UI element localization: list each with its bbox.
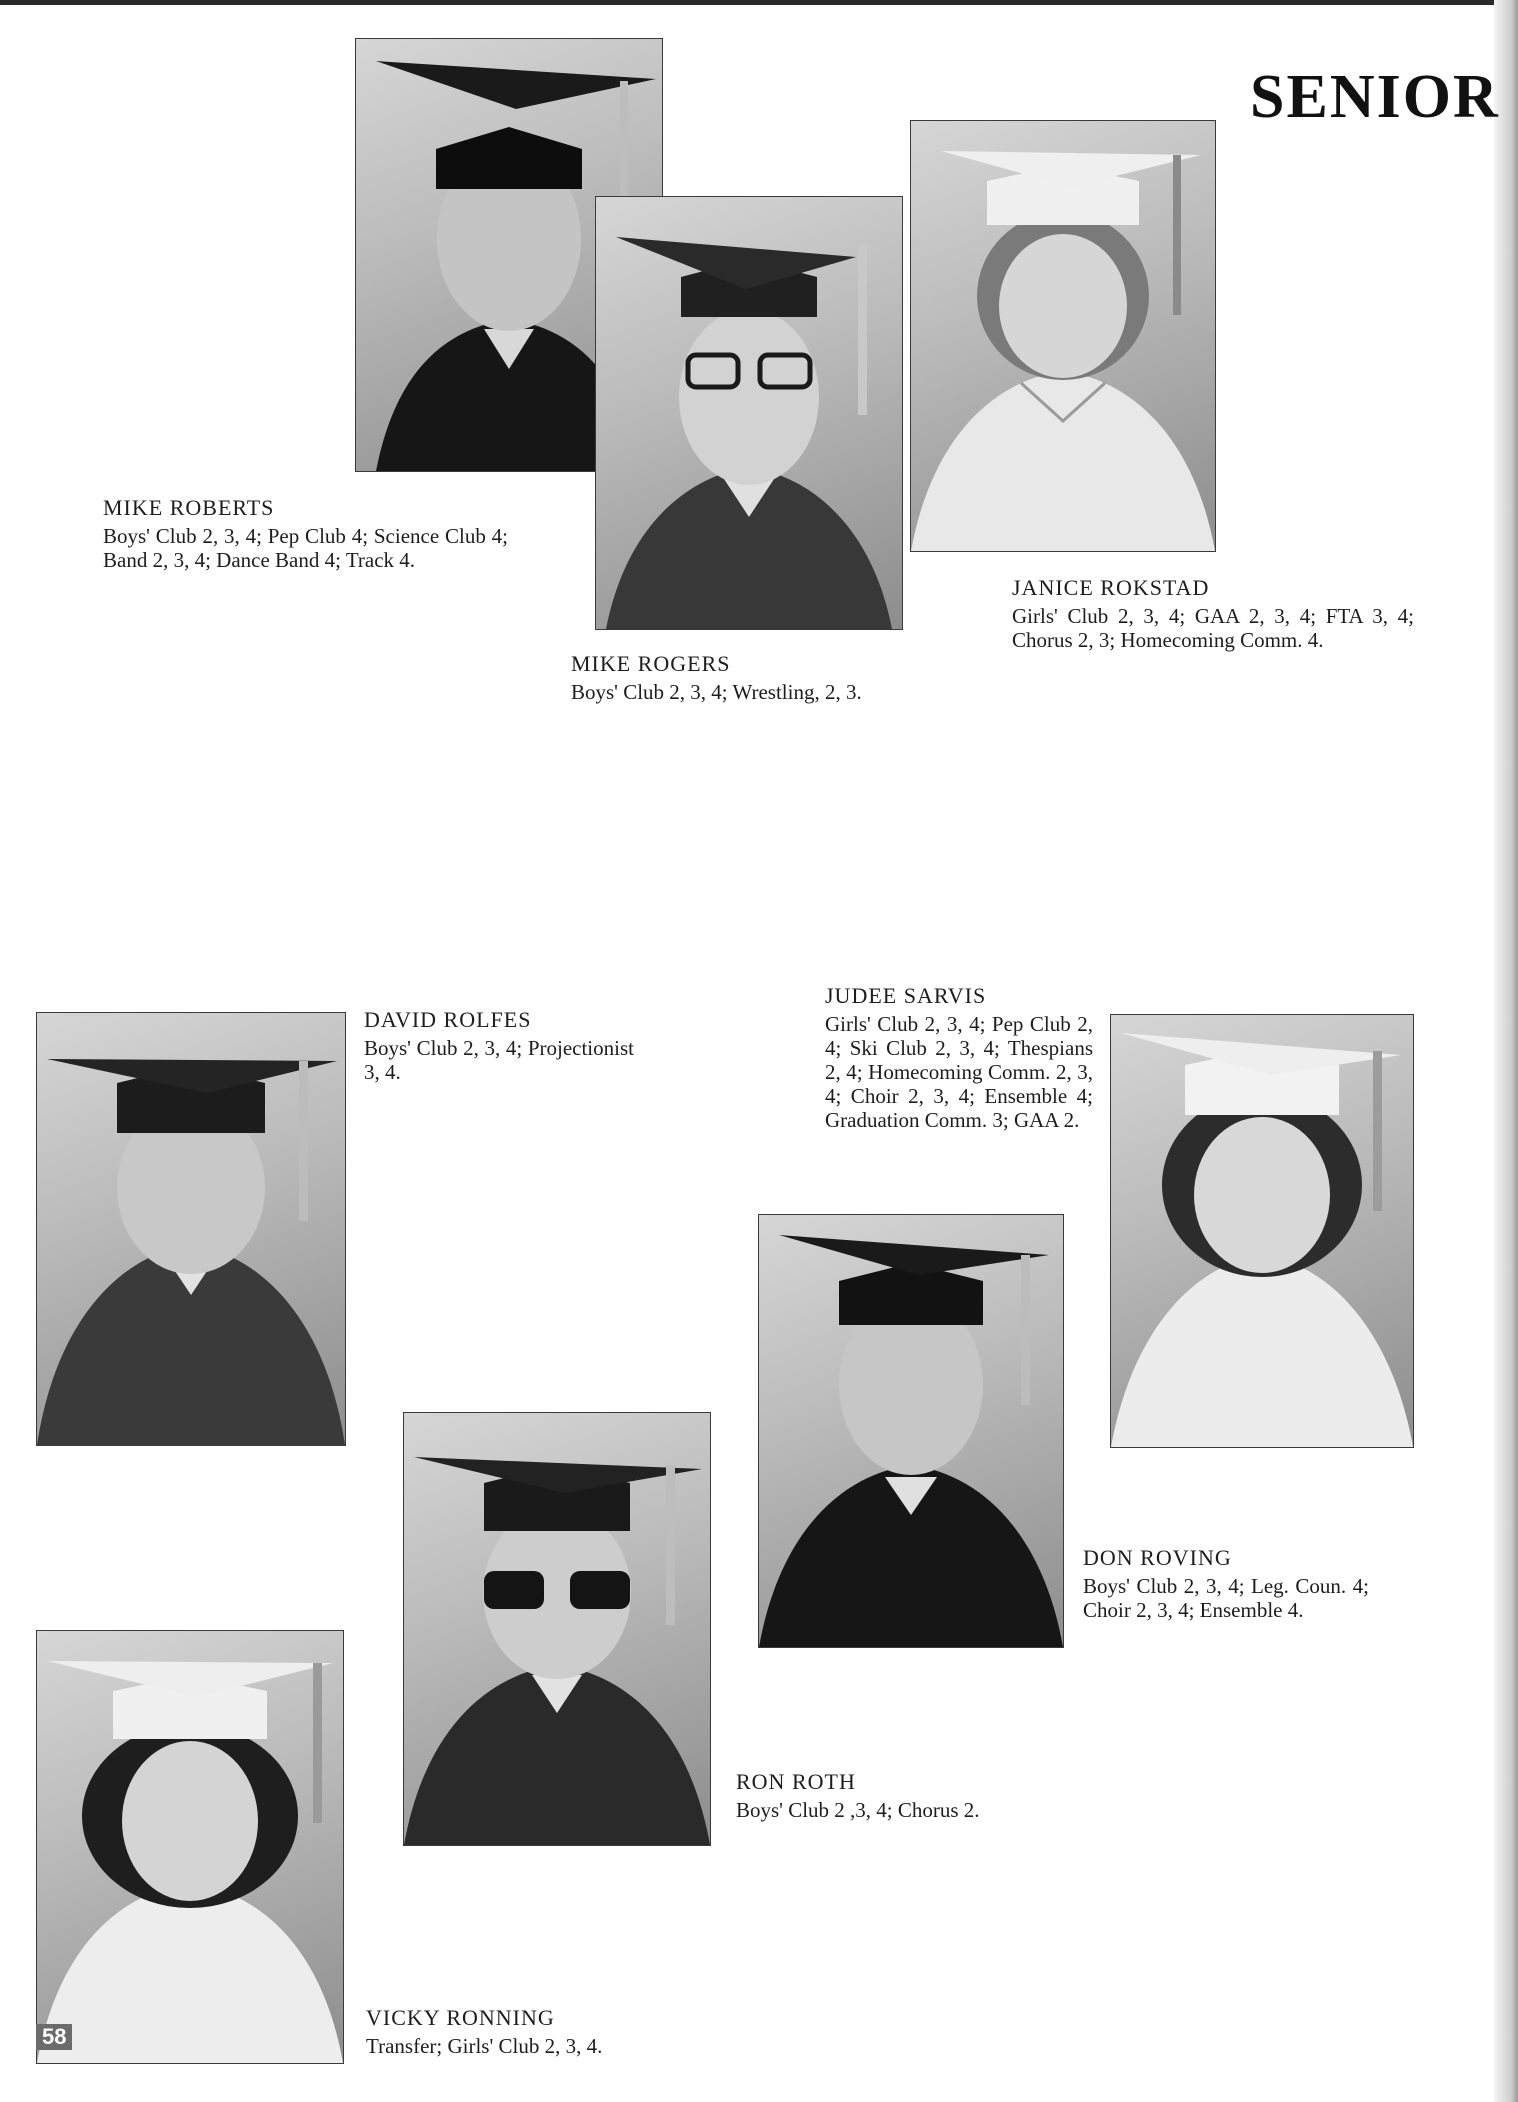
student-name: DAVID ROLFES	[364, 1007, 532, 1032]
caption-ron-roth	[736, 1770, 1022, 1822]
portrait-vicky-ronning	[36, 1630, 344, 2064]
student-activities: Girls' Club 2, 3, 4; Pep Club 2, 4; Ski Club 2, 3, 4; Thespians 2, 4; Homecoming Comm. 2, 3, 4; Choir 2, 3, 4; Ensemble 4; Graduation Comm. 3; GAA 2.	[825, 1012, 1093, 1132]
student-activities: Boys' Club 2 ,3, 4; Chorus 2.	[736, 1798, 980, 1822]
student-name: VICKY RONNING	[366, 2005, 555, 2030]
student-name: MIKE ROGERS	[571, 651, 731, 676]
portrait-david-rolfes	[36, 1012, 346, 1446]
student-name: DON ROVING	[1083, 1545, 1232, 1570]
student-name: MIKE ROBERTS	[103, 495, 275, 520]
caption-mike-rogers	[571, 652, 971, 704]
student-activities: Boys' Club 2, 3, 4; Wrestling, 2, 3.	[571, 680, 862, 704]
portrait-don-roving	[758, 1214, 1064, 1648]
student-activities: Boys' Club 2, 3, 4; Projectionist 3, 4.	[364, 1036, 634, 1084]
caption-david-rolfes	[364, 1008, 634, 1084]
portrait-mike-rogers	[595, 196, 903, 630]
caption-vicky-ronning	[366, 2006, 786, 2058]
top-border	[0, 0, 1518, 5]
student-name: RON ROTH	[736, 1769, 856, 1794]
student-name: JANICE ROKSTAD	[1012, 575, 1210, 600]
caption-janice-rokstad	[1012, 576, 1414, 652]
student-activities: Boys' Club 2, 3, 4; Leg. Coun. 4; Choir 2, 3, 4; Ensemble 4.	[1083, 1574, 1369, 1622]
caption-judee-sarvis	[825, 984, 1093, 1132]
portrait-ron-roth	[403, 1412, 711, 1846]
page-number: 58	[36, 2024, 72, 2050]
portrait-janice-rokstad	[910, 120, 1216, 552]
page-heading: SENIOR	[1250, 63, 1500, 131]
caption-don-roving	[1083, 1546, 1369, 1622]
student-activities: Boys' Club 2, 3, 4; Pep Club 4; Science Club 4; Band 2, 3, 4; Dance Band 4; Track 4.	[103, 524, 508, 572]
student-activities: Girls' Club 2, 3, 4; GAA 2, 3, 4; FTA 3, 4; Chorus 2, 3; Homecoming Comm. 4.	[1012, 604, 1414, 652]
student-activities: Transfer; Girls' Club 2, 3, 4.	[366, 2034, 603, 2058]
portrait-judee-sarvis	[1110, 1014, 1414, 1448]
caption-mike-roberts	[103, 496, 508, 572]
binding-gutter	[1494, 0, 1518, 2102]
student-name: JUDEE SARVIS	[825, 983, 987, 1008]
